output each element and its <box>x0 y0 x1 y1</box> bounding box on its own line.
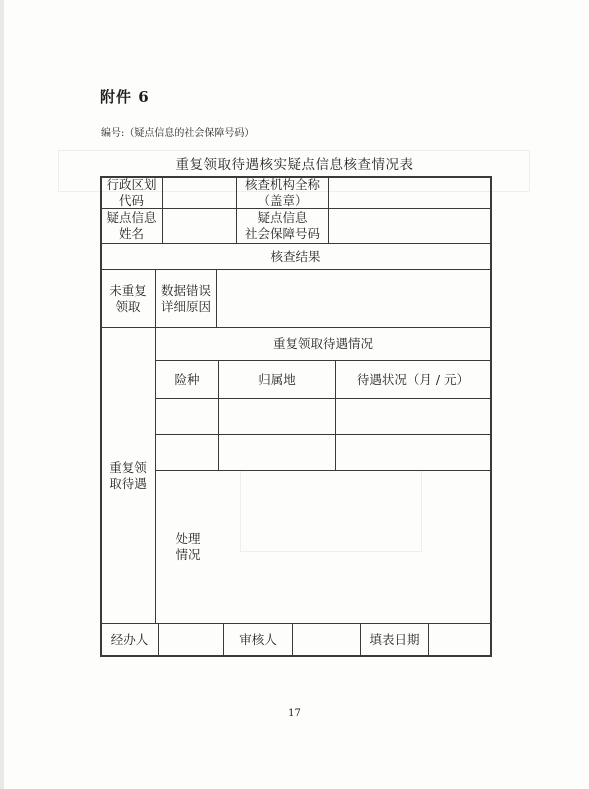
insurance-type-cell[interactable] <box>156 399 218 434</box>
data-error-reason-label: 数据错误 详细原因 <box>160 282 211 314</box>
benefit-status-cell[interactable] <box>336 399 490 434</box>
belonging-place-header: 归属地 <box>258 371 296 387</box>
code-label: 编号:（疑点信息的社会保障号码） <box>101 128 255 139</box>
reviewer-label: 审核人 <box>239 631 277 647</box>
reviewer-value[interactable] <box>293 624 360 655</box>
handling-value[interactable] <box>219 471 490 623</box>
handler-label: 经办人 <box>110 631 149 647</box>
handler-value[interactable] <box>159 624 223 655</box>
page-number: 17 <box>288 708 301 719</box>
suspect-ssn-value[interactable] <box>329 209 490 243</box>
data-error-reason-value[interactable] <box>217 270 490 327</box>
duplicate-claim-label: 重复领 取待遇 <box>109 459 147 491</box>
table-title: 重复领取待遇核实疑点信息核查情况表 <box>175 157 414 173</box>
belonging-place-cell[interactable] <box>219 435 335 470</box>
suspect-name-label: 疑点信息 姓名 <box>106 210 157 241</box>
admin-division-code-value[interactable] <box>163 177 236 208</box>
not-duplicate-label: 未重复 领取 <box>109 282 147 314</box>
suspect-name-value[interactable] <box>163 209 236 243</box>
benefit-status-header: 待遇状况（月 / 元） <box>356 371 470 387</box>
check-result-header: 核查结果 <box>270 248 321 264</box>
attachment-title: 附件 6 <box>100 88 150 106</box>
handling-label: 处理 情况 <box>175 531 201 562</box>
insurance-type-header: 险种 <box>174 371 200 387</box>
table-border <box>490 176 492 657</box>
check-agency-name-label: 核查机构全称 （盖章） <box>244 176 320 208</box>
insurance-type-cell[interactable] <box>156 435 218 470</box>
admin-division-code-label: 行政区划 代码 <box>106 176 157 208</box>
fill-date-label: 填表日期 <box>369 631 420 647</box>
benefit-status-cell[interactable] <box>336 435 490 470</box>
fill-date-value[interactable] <box>429 624 490 655</box>
suspect-ssn-label: 疑点信息 社会保障号码 <box>244 210 320 241</box>
check-agency-name-value[interactable] <box>329 177 490 208</box>
belonging-place-cell[interactable] <box>219 399 335 434</box>
duplicate-status-header: 重复领取待遇情况 <box>272 336 373 351</box>
